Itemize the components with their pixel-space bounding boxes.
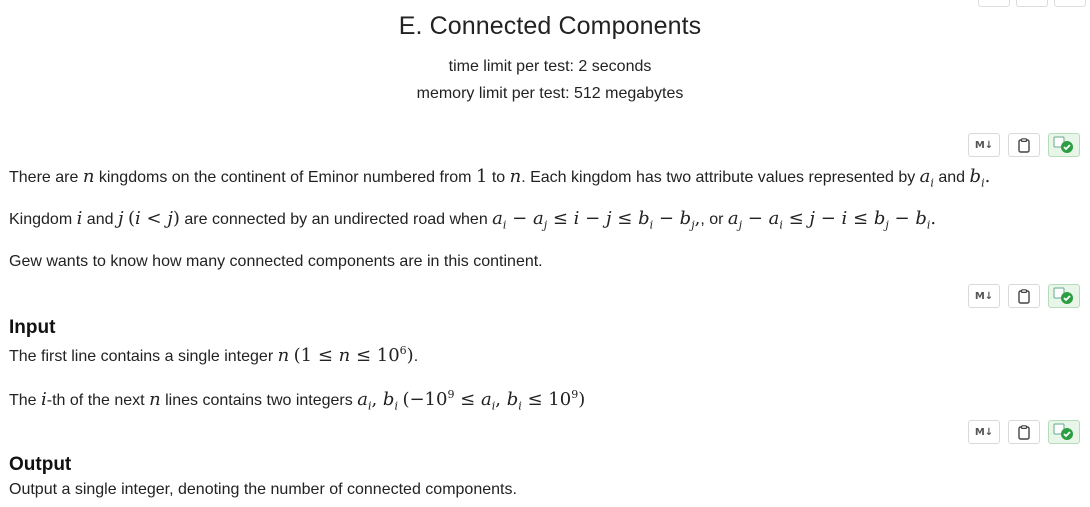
copy-check-button[interactable]: [1048, 133, 1080, 157]
time-limit: time limit per test: 2 seconds: [448, 58, 652, 75]
markdown-icon: M↓: [974, 139, 994, 151]
top-button[interactable]: [978, 0, 1010, 7]
clipboard-icon: [1018, 289, 1030, 304]
statement-paragraph-3: Gew wants to know how many connected components are in this continent.: [9, 253, 543, 270]
copy-check-icon: [1053, 136, 1075, 154]
output-line-1: Output a single integer, denoting the number of connected components.: [9, 481, 517, 498]
markdown-icon: M↓: [974, 290, 994, 302]
statement-paragraph-2: Kingdom i and j (i < j) are connected by an undirected road when $a_i - a_j \le i - j \le b_i - b_j$,, or $a_j - a_i \le j - i \le b_j - b_i$.: [9, 208, 937, 232]
markdown-button[interactable]: [968, 420, 1000, 444]
problem-title: E. Connected Components: [398, 12, 702, 40]
statement-paragraph-1: There are n kingdoms on the continent of Eminor numbered from 1 to n. Each kingdom has two attribute values represented by $a_i$ and $b_i$.: [9, 166, 991, 190]
copy-button[interactable]: [1008, 420, 1040, 444]
copy-button[interactable]: [1008, 133, 1040, 157]
copy-check-icon: [1053, 423, 1075, 441]
copy-check-icon: [1053, 287, 1075, 305]
copy-check-button[interactable]: [1048, 284, 1080, 308]
input-line-2: The i-th of the next n lines contains two integers $a_i$, $b_i$ ($-10^9 \le a_i$, $b_i \le 10^9$): [9, 388, 586, 413]
clipboard-icon: [1018, 138, 1030, 153]
clipboard-icon: [1018, 425, 1030, 440]
output-toolbar: [968, 420, 1080, 444]
memory-limit: memory limit per test: 512 megabytes: [416, 85, 684, 102]
markdown-icon: M↓: [974, 426, 994, 438]
markdown-button[interactable]: [968, 284, 1000, 308]
statement-toolbar: [968, 133, 1080, 157]
top-button[interactable]: [1016, 0, 1048, 7]
input-heading: Input: [9, 317, 56, 338]
top-button[interactable]: [1054, 0, 1086, 7]
top-toolbar: [978, 0, 1086, 7]
output-heading: Output: [9, 454, 72, 475]
copy-check-button[interactable]: [1048, 420, 1080, 444]
copy-button[interactable]: [1008, 284, 1040, 308]
input-line-1: The first line contains a single integer n $(1 \le n \le 10^6)$.: [9, 344, 419, 366]
input-toolbar: [968, 284, 1080, 308]
markdown-button[interactable]: [968, 133, 1000, 157]
